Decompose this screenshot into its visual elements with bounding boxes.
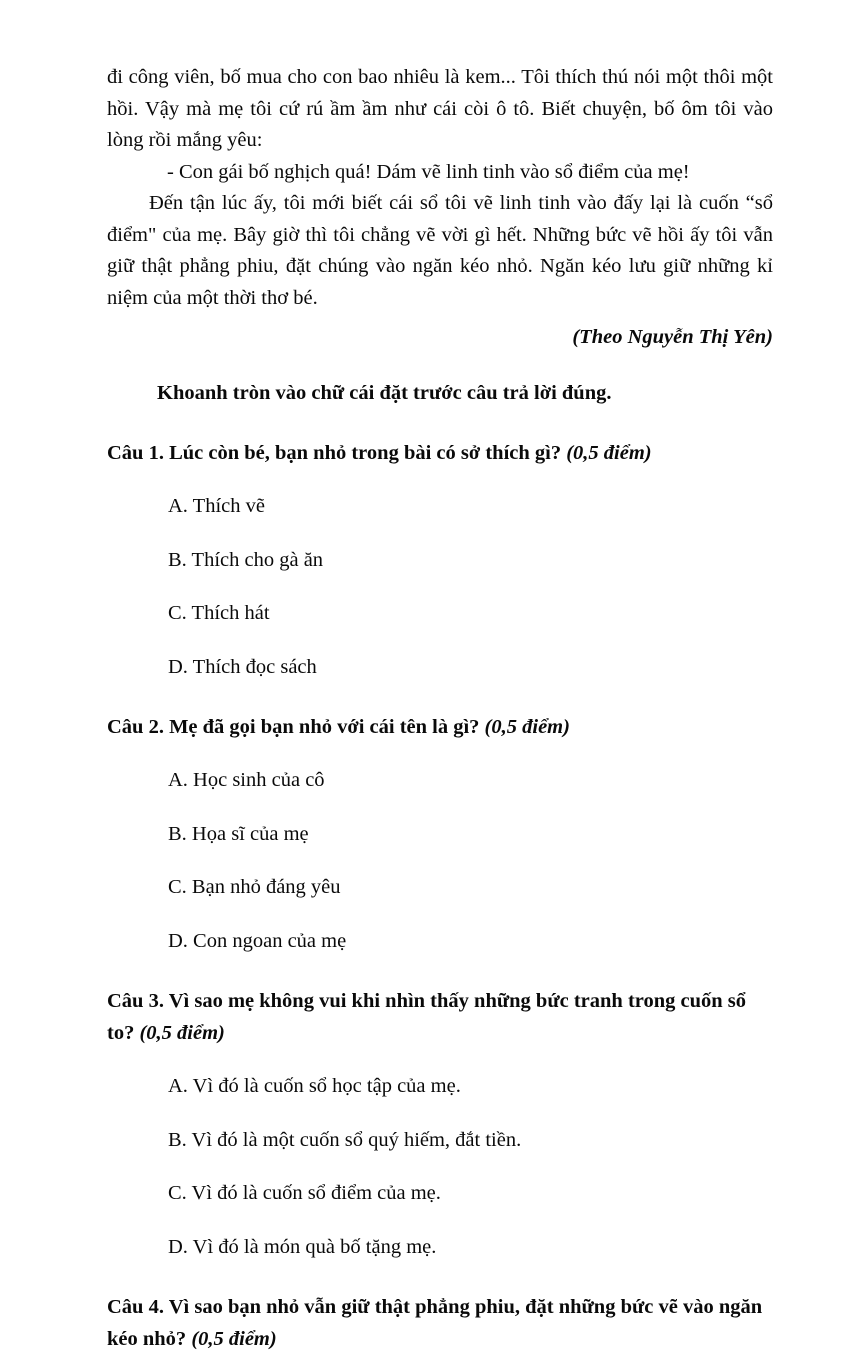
question-2-options [107, 765, 773, 957]
question-3-label: Câu 3. Vì sao mẹ không vui khi nhìn thấy những bức tranh trong cuốn sổ to? [107, 990, 747, 1044]
question-block-3 [107, 985, 773, 1263]
option-1-d[interactable]: D. Thích đọc sách [168, 655, 317, 678]
option-2-a[interactable]: A. Học sinh của cô [168, 769, 325, 791]
question-block-4 [107, 1291, 773, 1355]
question-block-1 [107, 437, 773, 683]
question-block-2 [107, 711, 773, 957]
option-2-c[interactable]: C. Bạn nhỏ đáng yêu [168, 876, 341, 898]
option-3-d[interactable]: D. Vì đó là món quà bố tặng mẹ. [168, 1235, 437, 1258]
question-1-heading [107, 437, 773, 469]
document-body [107, 62, 773, 1355]
question-1-points: (0,5 điểm) [566, 442, 652, 464]
question-4-heading [107, 1291, 773, 1355]
passage-paragraph-1: đi công viên, bố mua cho con bao nhiêu là kem... Tôi thích thú nói một thôi một hồi. Vậy mà mẹ tôi cứ rú ầm ầm như cái còi ô tô. Biết chuyện, bố ôm tôi vào lòng rồi mắng yêu: [107, 66, 773, 151]
option-2-d[interactable]: D. Con ngoan của mẹ [168, 929, 347, 952]
option-3-a[interactable]: A. Vì đó là cuốn sổ học tập của mẹ. [168, 1075, 461, 1097]
passage-paragraph-2: Đến tận lúc ấy, tôi mới biết cái sổ tôi vẽ linh tinh vào đấy lại là cuốn “sổ điểm" của mẹ. Bây giờ thì tôi chẳng vẽ vời gì hết. Những bức vẽ hồi ấy tôi vẫn giữ thật phẳng phiu, đặt chúng vào ngăn kéo nhỏ. Ngăn kéo lưu giữ những kỉ niệm của một thời thơ bé. [107, 192, 773, 309]
question-1-label: Câu 1. Lúc còn bé, bạn nhỏ trong bài có sở thích gì? [107, 442, 562, 464]
question-2-heading [107, 711, 773, 743]
instruction-heading: Khoanh tròn vào chữ cái đặt trước câu trả lời đúng. [157, 381, 612, 404]
question-1-options [107, 491, 773, 683]
passage-attribution: (Theo Nguyễn Thị Yên) [572, 326, 773, 348]
question-3-options [107, 1071, 773, 1263]
passage-dialogue-line: - Con gái bố nghịch quá! Dám vẽ linh tinh vào sổ điểm của mẹ! [167, 160, 690, 183]
option-2-b[interactable]: B. Họa sĩ của mẹ [168, 822, 309, 845]
option-1-b[interactable]: B. Thích cho gà ăn [168, 548, 324, 571]
option-3-c[interactable]: C. Vì đó là cuốn sổ điểm của mẹ. [168, 1182, 441, 1204]
option-1-c[interactable]: C. Thích hát [168, 602, 270, 624]
option-1-a[interactable]: A. Thích vẽ [168, 495, 265, 517]
question-3-heading [107, 985, 773, 1049]
question-3-points: (0,5 điểm) [139, 1022, 225, 1044]
question-2-label: Câu 2. Mẹ đã gọi bạn nhỏ với cái tên là gì? [107, 716, 480, 738]
reading-passage [107, 62, 773, 354]
option-3-b[interactable]: B. Vì đó là một cuốn sổ quý hiếm, đắt tiền. [168, 1128, 522, 1151]
question-4-label: Câu 4. Vì sao bạn nhỏ vẫn giữ thật phẳng phiu, đặt những bức vẽ vào ngăn kéo nhỏ? [107, 1296, 763, 1350]
question-2-points: (0,5 điểm) [484, 716, 570, 738]
question-4-points: (0,5 điểm) [191, 1328, 277, 1350]
